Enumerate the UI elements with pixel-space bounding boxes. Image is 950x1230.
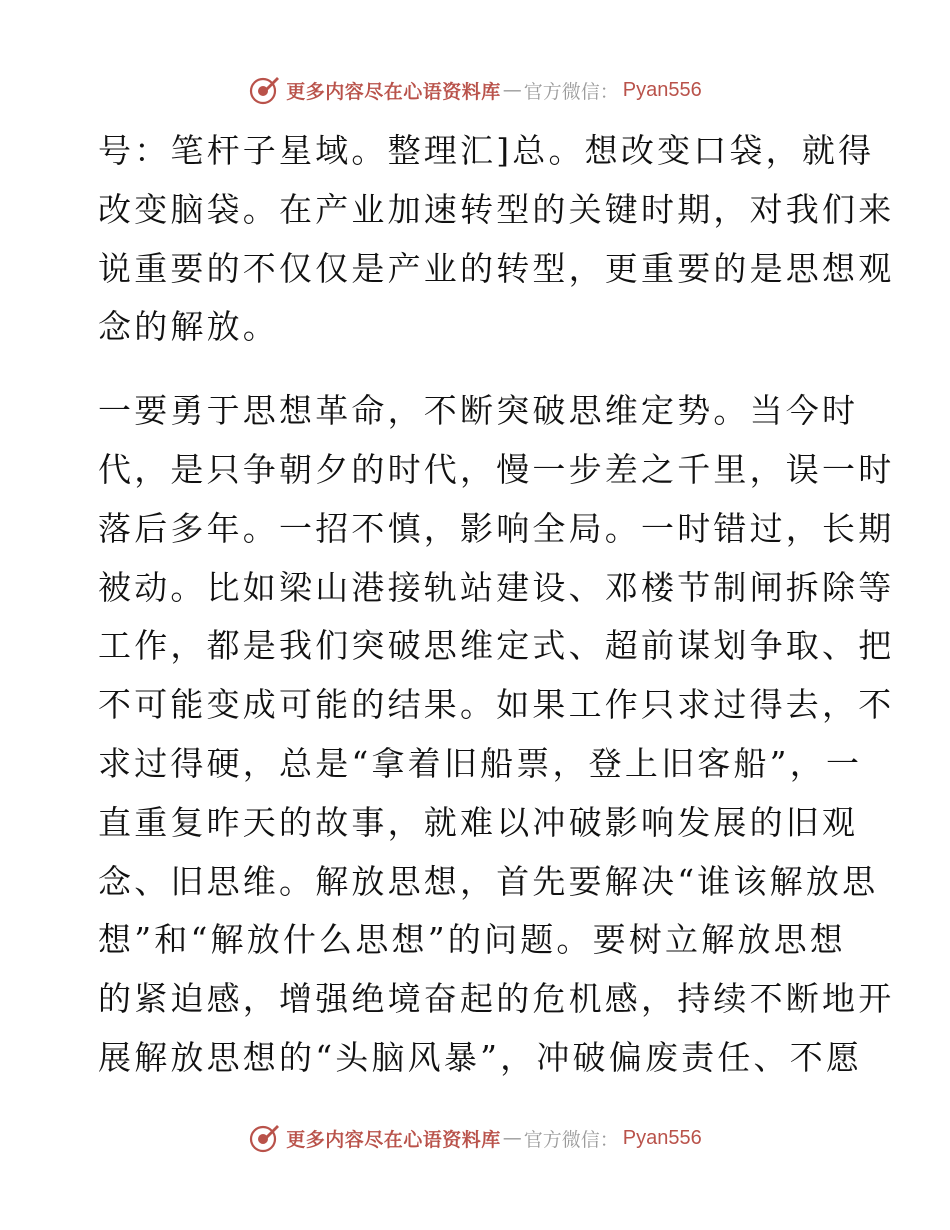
header-promo-text: 更多内容尽在心语资料库 xyxy=(286,80,501,103)
paragraph-1 xyxy=(98,122,895,357)
quill-circle-icon xyxy=(248,1122,280,1154)
footer-promo-text: 更多内容尽在心语资料库 xyxy=(286,1128,501,1151)
text-line: 工作，都是我们突破思维定式、超前谋划争取、把 xyxy=(98,626,895,666)
document-body xyxy=(98,122,895,1088)
header-wechat-label: 官方微信： xyxy=(523,80,619,103)
quill-circle-icon xyxy=(248,74,280,106)
text-line: 说重要的不仅仅是产业的转型，更重要的是思想观 xyxy=(98,248,895,288)
text-line: 不可能变成可能的结果。如果工作只求过得去，不 xyxy=(98,685,895,725)
footer-wechat-id: Pyan556 xyxy=(622,1126,702,1149)
text-line: 改变脑袋。在产业加速转型的关键时期，对我们来 xyxy=(98,189,895,229)
text-line: 念的解放。 xyxy=(98,307,279,347)
paragraph-gap xyxy=(98,357,858,382)
footer-banner xyxy=(0,1118,950,1158)
footer-separator: — xyxy=(502,1127,522,1149)
text-line: 直重复昨天的故事，就难以冲破影响发展的旧观 xyxy=(98,802,859,842)
text-line: 号：笔杆子星域。整理汇]总。想改变口袋，就得 xyxy=(98,131,875,170)
text-line: 展解放思想的“头脑风暴”，冲破偏废责任、不愿 xyxy=(98,1037,863,1077)
text-line: 求过得硬，总是“拿着旧船票，登上旧客船”，一 xyxy=(98,743,863,783)
text-line: 代，是只争朝夕的时代，慢一步差之千里，误一时 xyxy=(98,449,895,489)
text-line: 想”和“解放什么思想”的问题。要树立解放思想 xyxy=(98,920,847,960)
header-banner xyxy=(0,70,950,110)
text-line: 被动。比如梁山港接轨站建设、邓楼节制闸拆除等 xyxy=(98,567,895,607)
header-separator: — xyxy=(502,79,522,101)
footer-wechat-label: 官方微信： xyxy=(523,1128,619,1151)
text-line: 念、旧思维。解放思想，首先要解决“谁该解放思 xyxy=(98,861,879,901)
text-line: 落后多年。一招不慎，影响全局。一时错过，长期 xyxy=(98,508,895,548)
paragraph-2 xyxy=(98,382,895,1088)
header-wechat-id: Pyan556 xyxy=(622,78,702,101)
text-line: 的紧迫感，增强绝境奋起的危机感，持续不断地开 xyxy=(98,979,895,1019)
text-line: 一要勇于思想革命，不断突破思维定势。当今时 xyxy=(98,391,859,431)
